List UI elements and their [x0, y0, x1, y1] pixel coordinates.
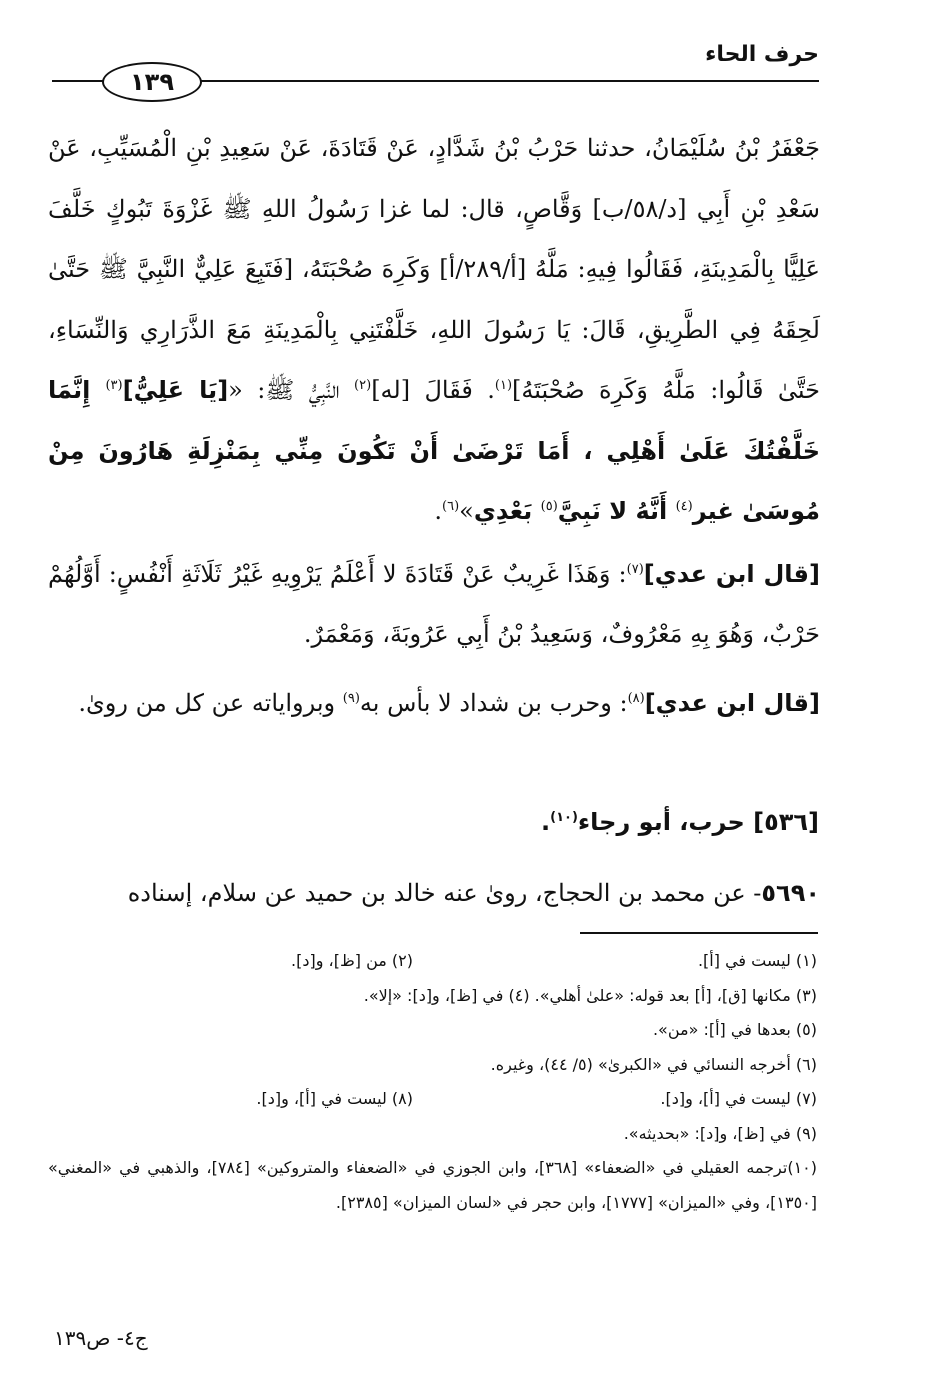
footnote-row [48, 1082, 817, 1117]
ibn-adi-paragraph-1 [48, 544, 820, 664]
footnote-8: (٨) ليست في [أ]، و[د]. [256, 1089, 413, 1108]
footnote-ref-7[interactable]: (٧) [626, 562, 644, 577]
footnote-ref-2[interactable]: (٢) [354, 378, 372, 393]
footnote-1: (١) ليست في [أ]. [697, 951, 817, 970]
footnote-9: (٩) في [ظ]، و[د]: «بحديثه». [623, 1123, 817, 1143]
ibn-adi-text-2a: : وحرب بن شداد لا بأس به [359, 689, 628, 717]
footnote-row [48, 1117, 817, 1152]
footnotes [48, 944, 817, 1220]
footnote-row [48, 944, 817, 979]
ibn-adi-label-2: [قال ابن عدي] [644, 689, 820, 717]
footnote-2: (٢) من [ظ]، و[د]. [291, 951, 413, 970]
main-text-cont: . فَقَالَ [له] [371, 376, 495, 404]
entry-heading [541, 808, 819, 836]
footnote-10: (١٠)ترجمه العقيلي في «الضعفاء» [٣٦٨]، وابن الجوزي في «الضعفاء والمتروكين» [٧٨٤]، والذهبي في «المغني» [١٣٥٠]، وفي «الميزان» [١٧٧٧]، وابن حجر في «لسان الميزان» [٢٣٨٥]. [48, 1158, 818, 1212]
footnote-5: (٥) بعدها في [أ]: «من». [652, 1020, 817, 1039]
footnote-ref-5[interactable]: (٥) [540, 499, 558, 514]
footnote-row [48, 979, 817, 1014]
page-number-badge: ١٣٩ [102, 62, 202, 102]
hadith-bold-1: [يَا عَلِيُّ] [122, 376, 229, 404]
hadith-bold-3: أَنَّهُ لا نَبِيَّ [557, 497, 676, 525]
footnote-ref-10[interactable]: (١٠) [550, 810, 578, 825]
ibn-adi-paragraph-2 [48, 674, 820, 732]
hadith-number: ٥٦٩٠ [761, 879, 820, 907]
main-text: جَعْفَرُ بْنُ سُلَيْمَانُ، حدثنا حَرْبُ بْنُ شَدَّادٍ، عَنْ قَتَادَةَ، عَنْ سَعِيدِ بْنِ الْمُسَيِّبِ، عَنْ سَعْدِ بْنِ أَبِي [د/٥٨/ب] وَقَّاصٍ، قال: لما غزا رَسُولُ اللهِ ﷺ غَزْوَةَ تَبُوكٍ خَلَّفَ عَلِيًّا بِالْمَدِينَةِ، فَقَالُوا فِيهِ: مَلَّهُ [أ/٢٨٩/أ] وَكَرِهَ صُحْبَتَهُ، [فَتَبِعَ عَلِيٌّ النَّبِيَّ ﷺ حَتَّىٰ لَحِقَهُ فِي الطَّرِيقِ، قَالَ: يَا رَسُولَ اللهِ، خَلَّفْتَنِي بِالْمَدِينَةِ مَعَ الذَّرَارِي وَالنِّسَاءِ، حَتَّىٰ قَالُوا: مَلَّهُ وَكَرِهَ صُحْبَتَهُ] [48, 134, 821, 404]
hadith-text: - عن محمد بن الحجاج، روىٰ عنه خالد بن حميد عن سلام، إسناده [127, 879, 762, 907]
volume-page-reference: ج٤- ص١٣٩ [54, 1326, 148, 1350]
ibn-adi-text-1: : وَهَذَا غَرِيبٌ عَنْ قَتَادَةَ لا أَعْلَمُ يَرْوِيهِ غَيْرُ ثَلَاثَةِ أَنْفُسٍ: أَوَّلُهُمْ حَرْبٌ، وَهُوَ بِهِ مَعْرُوفٌ، وَسَعِيدُ بْنُ أَبِي عَرُوبَةَ، وَمَعْمَرٌ. [48, 560, 820, 648]
hadith-entry [48, 868, 820, 918]
footnote-7: (٧) ليست في [أ]، و[د]. [660, 1089, 817, 1108]
ibn-adi-label-1: [قال ابن عدي] [643, 560, 820, 588]
footnote-3-4: (٣) مكانها [ق]، [أ] بعد قوله: «علىٰ أهلي». (٤) في [ظ]، و[د]: «إلا». [363, 985, 817, 1005]
close-quote: » [459, 497, 474, 525]
ibn-adi-text-2b: وبرواياته عن كل من روىٰ. [78, 689, 343, 717]
end-dot: . [434, 497, 443, 525]
footnote-row [48, 1013, 817, 1048]
running-header-title: حرف الحاء [705, 42, 819, 67]
footnote-ref-6[interactable]: (٦) [442, 499, 460, 514]
footnote-separator [580, 932, 818, 934]
hadith-bold-4: بَعْدِي [473, 497, 541, 525]
footnote-ref-3[interactable]: (٣) [105, 378, 123, 393]
main-text-cont-2: النَّبِيُّ ﷺ: « [228, 376, 355, 404]
footnote-ref-8[interactable]: (٨) [627, 691, 645, 706]
footnote-ref-4[interactable]: (٤) [675, 499, 693, 514]
hadith-bold-2: إِنَّمَا خَلَّفْتُكَ عَلَىٰ أَهْلِي ، أَمَا تَرْضَىٰ أَنْ تَكُونَ مِنِّي بِمَنْزِلَةِ هَارُونَ مِنْ مُوسَىٰ غير [48, 376, 820, 525]
footnote-6: (٦) أخرجه النسائي في «الكبرىٰ» (٥/ ٤٤)، وغيره. [490, 1054, 817, 1074]
entry-heading-text: [٥٣٦] حرب، أبو رجاء [577, 808, 819, 836]
footnote-ref-1[interactable]: (١) [494, 378, 513, 393]
footnote-ref-9[interactable]: (٩) [342, 691, 360, 706]
entry-dot: . [540, 808, 551, 836]
footnote-row [48, 1048, 817, 1083]
main-paragraph [48, 118, 820, 542]
